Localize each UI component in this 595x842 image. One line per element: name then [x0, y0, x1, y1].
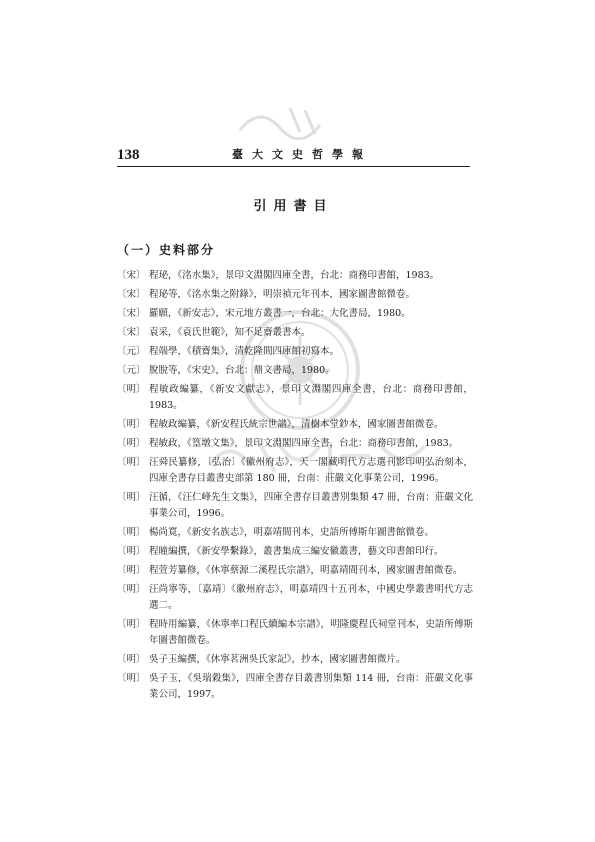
page-header — [117, 146, 470, 168]
reference-text: 程珌等，《洺水集之附錄》，明崇禎元年刊本，國家圖書館微卷。 — [149, 289, 416, 300]
reference-text: 羅願，《新安志》，宋元地方叢書一，台北：大化書局，1980。 — [149, 308, 411, 319]
reference-dynasty: 〔元〕 — [117, 365, 146, 376]
reference-dynasty: 〔明〕 — [117, 584, 146, 595]
reference-entry — [117, 490, 473, 522]
reference-text: 汪尚寧等，〔嘉靖〕《徽州府志》，明嘉靖四十五刊本，中國史學叢書明代方志選二。 — [149, 584, 473, 611]
watermark-seal-top — [220, 100, 360, 140]
reference-text: 程時用編纂，《休寧率口程氏續編本宗譜》，明隆慶程氏祠堂刊本，史語所傅斯年圖書館微卷。 — [149, 619, 473, 646]
reference-text: 袁采，《袁氏世範》，知不足齋叢書本。 — [149, 327, 311, 338]
section-title: 引用書目 — [253, 199, 334, 214]
reference-dynasty: 〔明〕 — [117, 654, 146, 665]
reference-entry — [117, 344, 473, 360]
reference-text: 程珌，《洺水集》，景印文淵閣四庫全書，台北：商務印書館，1983。 — [149, 270, 440, 281]
reference-entry — [117, 582, 473, 614]
reference-dynasty: 〔宋〕 — [117, 308, 146, 319]
reference-text: 程敏政編纂，《新安程氏統宗世譜》，清樹本堂鈔本，國家圖書館微卷。 — [149, 419, 444, 430]
reference-entry — [117, 436, 473, 452]
reference-entry — [117, 382, 473, 414]
reference-text: 楊尚寬，《新安名族志》，明嘉靖間刊本，史語所傅斯年圖書館微卷。 — [149, 527, 435, 538]
reference-dynasty: 〔明〕 — [117, 438, 146, 449]
reference-entry — [117, 544, 473, 560]
reference-text: 程瞳編撰，《新安學繫錄》，叢書集成三編安徽叢書，藝文印書館印行。 — [149, 546, 444, 557]
reference-text: 程敏政，《篁墩文集》，景印文淵閣四庫全書，台北：商務印書館，1983。 — [149, 438, 459, 449]
reference-entry — [117, 287, 473, 303]
reference-dynasty: 〔明〕 — [117, 565, 146, 576]
reference-text: 程敏政編纂，《新安文獻志》，景印文淵閣四庫全書，台北：商務印書館，1983。 — [149, 384, 473, 411]
page-number: 138 — [117, 147, 140, 163]
reference-text: 程端學，《積齋集》，清乾隆間四庫館初寫本。 — [149, 346, 340, 357]
reference-text: 程萱芳纂修，《休寧蔡源二溪程氏宗譜》，明嘉靖間刊本，國家圖書館微卷。 — [149, 565, 463, 576]
reference-text: 吳子玉編撰，《休寧茗洲吳氏家記》，抄本，國家圖書館微片。 — [149, 654, 406, 665]
reference-dynasty: 〔明〕 — [117, 673, 146, 684]
reference-dynasty: 〔明〕 — [117, 384, 146, 395]
reference-entry — [117, 671, 473, 703]
reference-entry — [117, 325, 473, 341]
reference-dynasty: 〔宋〕 — [117, 289, 146, 300]
reference-dynasty: 〔宋〕 — [117, 270, 146, 281]
reference-dynasty: 〔明〕 — [117, 546, 146, 557]
reference-text: 汪循，《汪仁峰先生文集》，四庫全書存目叢書別集類 47 冊，台南：莊嚴文化事業公司，1996。 — [149, 492, 473, 519]
reference-list — [117, 268, 473, 706]
reference-entry — [117, 652, 473, 668]
reference-text: 吳子玉，《吳瑞穀集》，四庫全書存目叢書別集類 114 冊，台南：莊嚴文化事業公司，1997。 — [149, 673, 473, 700]
reference-entry — [117, 417, 473, 433]
header-rule — [117, 166, 470, 167]
reference-entry — [117, 563, 473, 579]
reference-text: 汪舜民纂修，〔弘治〕《徽州府志》，天一閣藏明代方志選刊影印明弘治刻本，四庫全書存目叢書史部第 180 冊，台南：莊嚴文化事業公司，1996。 — [149, 457, 473, 484]
running-head: 臺大文史哲學報 — [232, 148, 372, 161]
reference-dynasty: 〔宋〕 — [117, 327, 146, 338]
reference-entry — [117, 363, 473, 379]
reference-entry — [117, 455, 473, 487]
subsection-title: （一）史料部分 — [117, 243, 216, 257]
reference-dynasty: 〔元〕 — [117, 346, 146, 357]
reference-entry — [117, 268, 473, 284]
reference-text: 脫脫等，《宋史》，台北：鼎文書局，1980。 — [149, 365, 335, 376]
reference-dynasty: 〔明〕 — [117, 619, 146, 630]
reference-entry — [117, 306, 473, 322]
reference-dynasty: 〔明〕 — [117, 492, 146, 503]
reference-dynasty: 〔明〕 — [117, 457, 146, 468]
reference-entry — [117, 525, 473, 541]
reference-dynasty: 〔明〕 — [117, 527, 146, 538]
reference-entry — [117, 617, 473, 649]
reference-dynasty: 〔明〕 — [117, 419, 146, 430]
